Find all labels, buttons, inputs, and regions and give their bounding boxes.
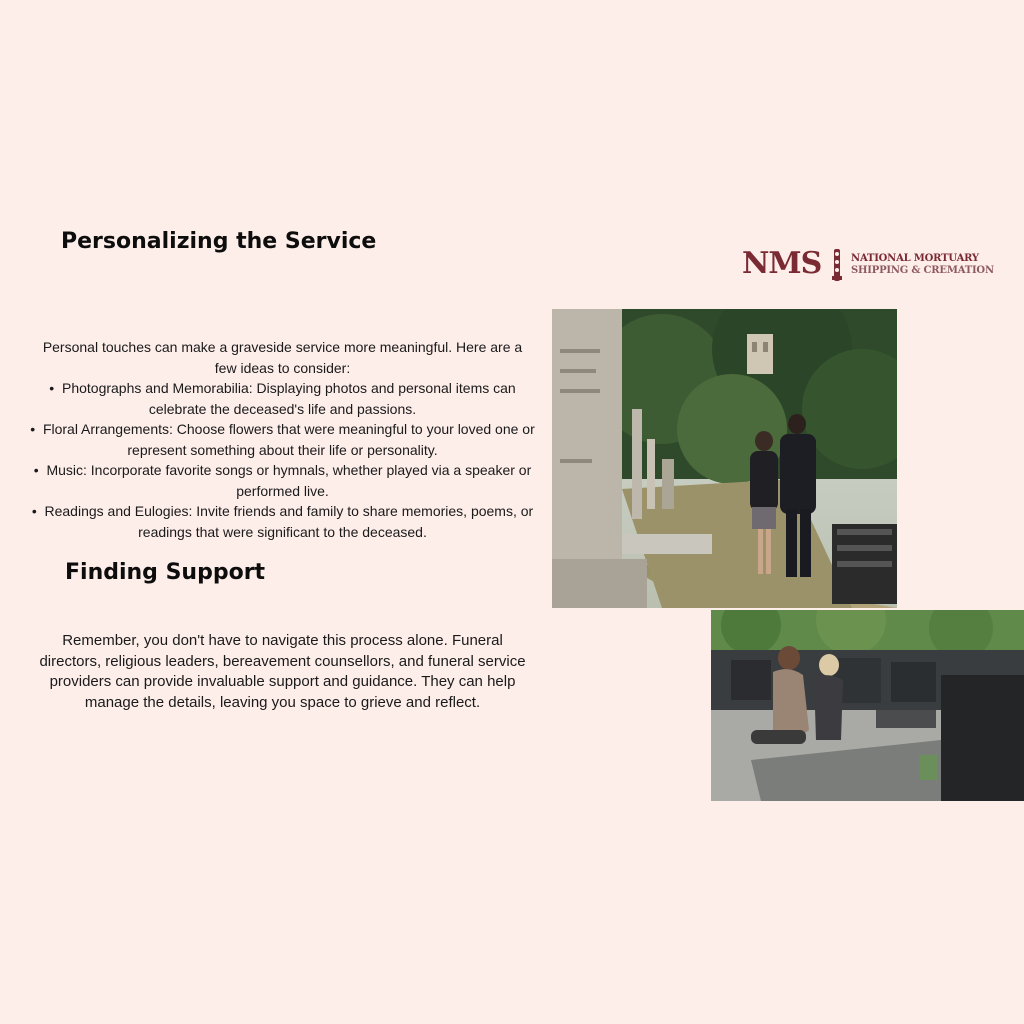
support-paragraph: Remember, you don't have to navigate this process alone. Funeral directors, religious leaders, bereavement counsellors, and funeral service providers can provide invaluable support and guidance. They can help manage the details, leaving you space to grieve and reflect.	[39, 632, 526, 711]
logo-emblem-icon	[830, 248, 844, 282]
section-heading-support: Finding Support	[65, 560, 266, 585]
logo-abbreviation: NMS	[742, 246, 822, 281]
company-logo	[742, 248, 994, 284]
section-heading-personalizing: Personalizing the Service	[61, 229, 377, 254]
ideas-list	[30, 378, 535, 542]
list-item: • Readings and Eulogies: Invite friends and family to share memories, poems, or readings that were significant to the deceased.	[30, 501, 535, 542]
cemetery-walk-photo	[552, 309, 897, 608]
personalizing-content	[30, 337, 535, 542]
list-item: • Floral Arrangements: Choose flowers that were meaningful to your loved one or represent something about their life or personality.	[30, 419, 535, 460]
logo-line-2: SHIPPING & CREMATION	[851, 265, 994, 276]
logo-line-1: NATIONAL MORTUARY	[851, 253, 979, 264]
list-item: • Photographs and Memorabilia: Displaying photos and personal items can celebrate the deceased's life and passions.	[30, 378, 535, 419]
intro-paragraph: Personal touches can make a graveside service more meaningful. Here are a few ideas to consider:	[42, 339, 523, 376]
list-item: • Music: Incorporate favorite songs or hymnals, whether played via a speaker or performed live.	[30, 460, 535, 501]
graveside-family-photo	[711, 610, 1024, 801]
